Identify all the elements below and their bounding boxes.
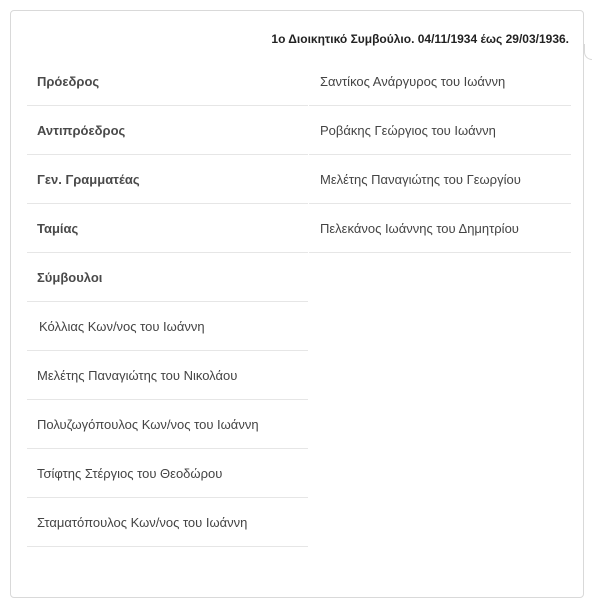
role-holders-column xyxy=(309,57,571,253)
role-label-general-secretary: Γεν. Γραμματέας xyxy=(27,155,308,204)
member-name: Σταματόπουλος Κων/νος του Ιωάννη xyxy=(27,498,308,547)
members-label: Σύμβουλοι xyxy=(27,253,308,302)
role-holder-president: Σαντίκος Ανάργυρος του Ιωάννη xyxy=(309,57,571,106)
member-name: Πολυζωγόπουλος Κων/νος του Ιωάννη xyxy=(27,400,308,449)
member-name: Κόλλιας Κων/νος του Ιωάννη xyxy=(27,302,308,351)
role-holder-treasurer: Πελεκάνος Ιωάννης του Δημητρίου xyxy=(309,204,571,253)
roles-column xyxy=(27,57,308,547)
role-holder-general-secretary: Μελέτης Παναγιώτης του Γεωργίου xyxy=(309,155,571,204)
role-label-vice-president: Αντιπρόεδρος xyxy=(27,106,308,155)
role-label-president: Πρόεδρος xyxy=(27,57,308,106)
role-label-treasurer: Ταμίας xyxy=(27,204,308,253)
board-title: 1ο Διοικητικό Συμβούλιο. 04/11/1934 έως 29/03/1936. xyxy=(271,32,569,46)
member-name: Μελέτης Παναγιώτης του Νικολάου xyxy=(27,351,308,400)
role-holder-vice-president: Ροβάκης Γεώργιος του Ιωάννη xyxy=(309,106,571,155)
member-name: Τσίφτης Στέργιος του Θεοδώρου xyxy=(27,449,308,498)
card-corner-decoration xyxy=(584,44,592,60)
